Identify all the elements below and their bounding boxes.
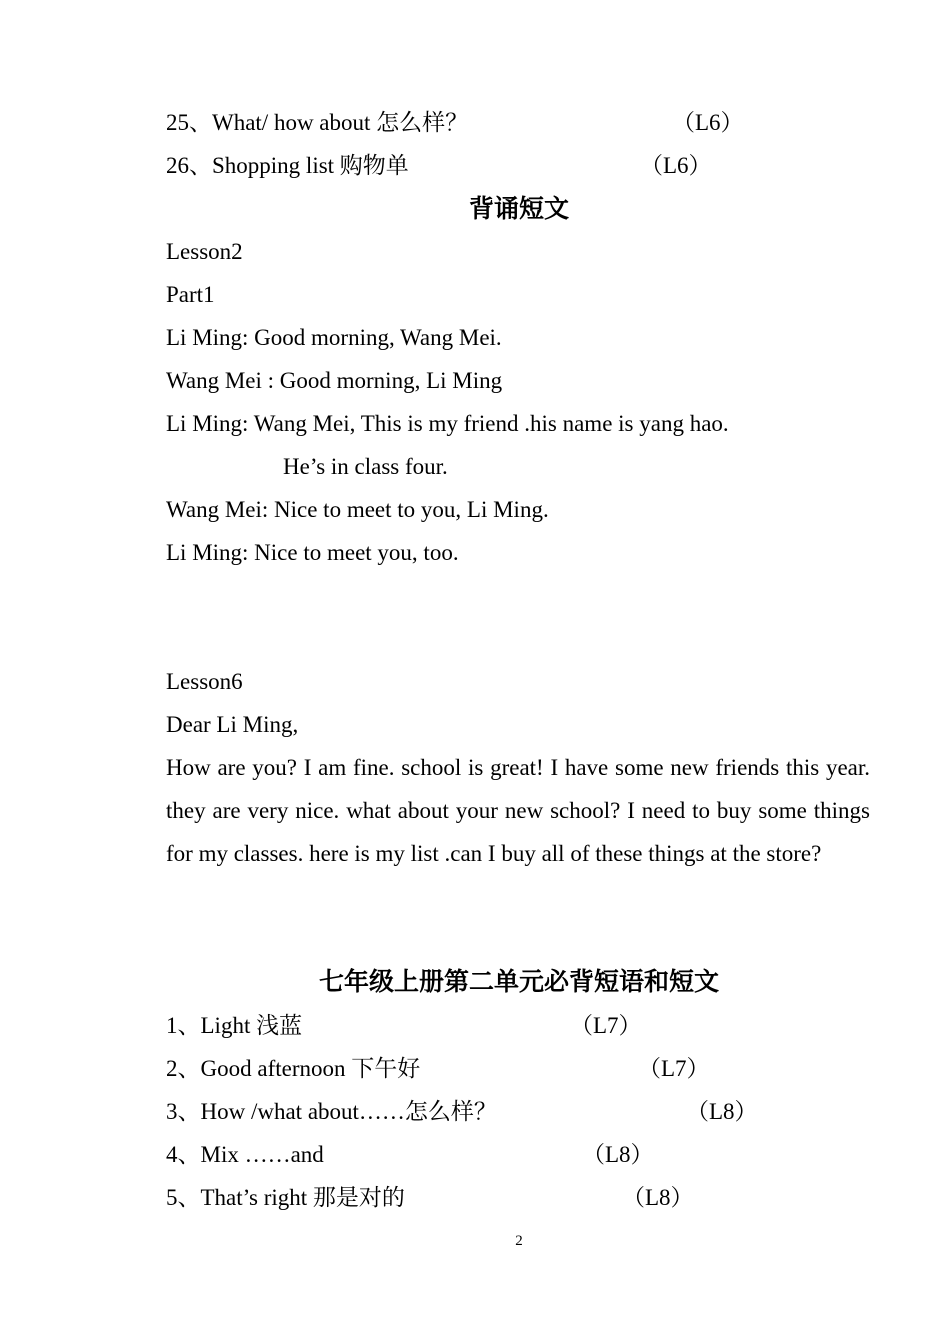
dialogue-line: Li Ming: Good morning, Wang Mei. <box>166 325 502 350</box>
phrase-item: 5、That’s right 那是对的 <box>166 1185 405 1210</box>
phrase-item-26: 26、Shopping list 购物单 <box>166 153 409 178</box>
phrase-lesson-tag: （L7） <box>638 1056 710 1081</box>
dialogue-line: Wang Mei: Nice to meet to you, Li Ming. <box>166 497 549 522</box>
lesson2-title: Lesson2 <box>166 239 243 264</box>
dialogue-line: Li Ming: Nice to meet you, too. <box>166 540 459 565</box>
letter-body: How are you? I am fine. school is great! I have some new friends this year. they are very nice. what about your new school? I need to buy some things for my classes. here is my list .can I buy all of these things at the store? <box>166 755 870 866</box>
dialogue-line: Wang Mei : Good morning, Li Ming <box>166 368 503 393</box>
phrase-item: 3、How /what about……怎么样？ <box>166 1099 497 1124</box>
dialogue-line: Li Ming: Wang Mei, This is my friend .his name is yang hao. <box>166 411 729 436</box>
phrase-item-25-lesson-tag: （L6） <box>672 110 744 135</box>
phrase-item: 2、Good afternoon 下午好 <box>166 1056 421 1081</box>
phrase-lesson-tag: （L7） <box>570 1013 642 1038</box>
phrase-item: 4、Mix ……and <box>166 1142 324 1167</box>
lesson6-title: Lesson6 <box>166 669 243 694</box>
phrase-item: 1、Light 浅蓝 <box>166 1013 303 1038</box>
phrase-lesson-tag: （L8） <box>582 1142 654 1167</box>
phrase-item-26-lesson-tag: （L6） <box>640 153 712 178</box>
unit2-heading: 七年级上册第二单元必背短语和短文 <box>318 967 719 996</box>
phrase-lesson-tag: （L8） <box>622 1185 694 1210</box>
phrase-item-25: 25、What/ how about 怎么样？ <box>166 110 469 135</box>
dialogue-line-continued: He’s in class four. <box>283 454 448 479</box>
letter-greeting: Dear Li Ming, <box>166 712 299 737</box>
lesson2-part: Part1 <box>166 282 215 307</box>
recite-heading: 背诵短文 <box>468 194 569 223</box>
phrase-lesson-tag: （L8） <box>686 1099 758 1124</box>
page-number: 2 <box>515 1233 523 1249</box>
